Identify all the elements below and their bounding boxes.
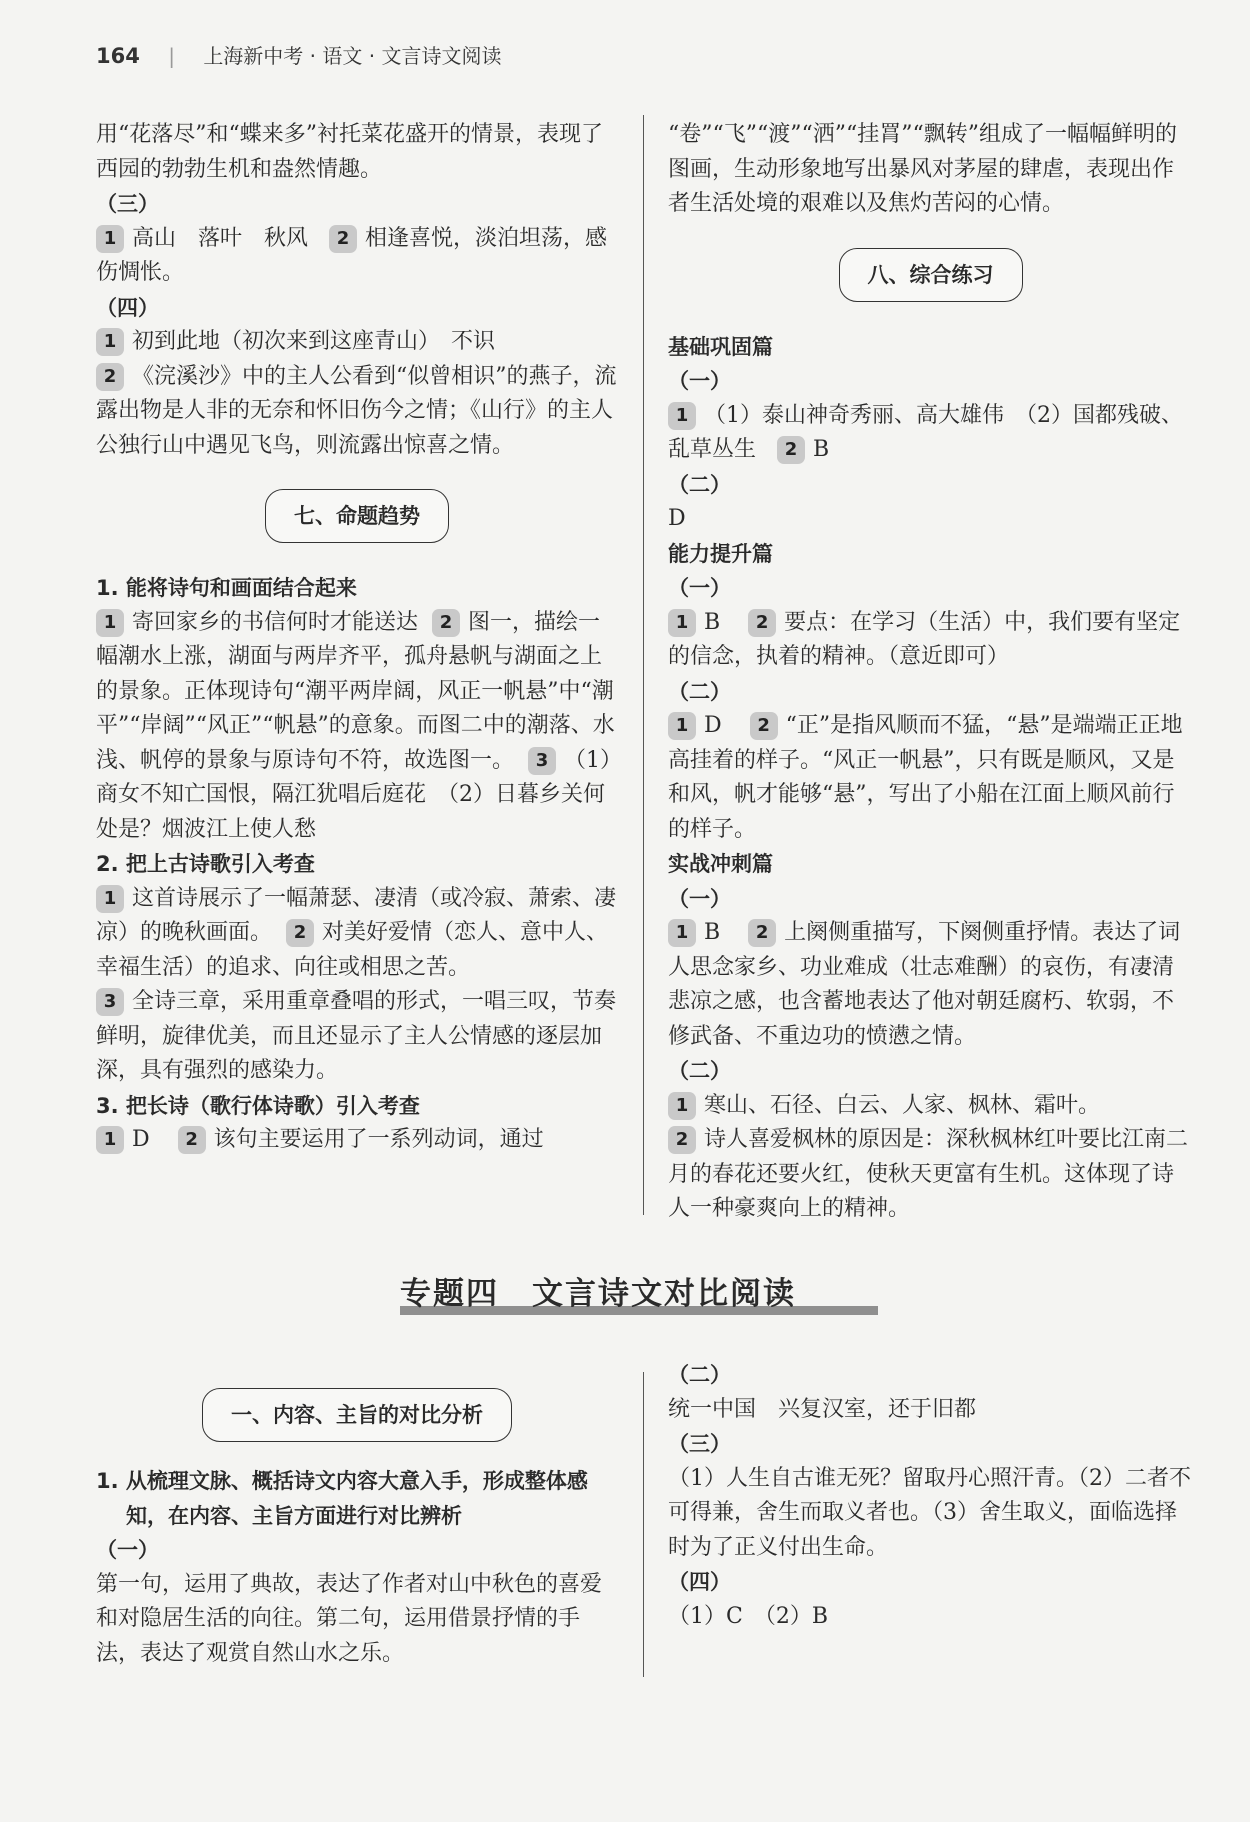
topic4-h1: 1. 从梳理文脉、概括诗文内容大意入手，形成整体感知，在内容、主旨方面进行对比辨析 — [96, 1469, 588, 1528]
topic4-p4-label: （四） — [668, 1570, 731, 1594]
topic4-p4-text: （1）C （2）B — [668, 1603, 828, 1629]
intro-text: 用“花落尽”和“蝶来多”衬托菜花盛开的情景，表现了西园的勃勃生机和盎然情趣。 — [96, 122, 603, 182]
topic4-p2-label: （二） — [668, 1363, 731, 1387]
header-title: 上海新中考 · 语文 · 文言诗文阅读 — [203, 44, 502, 68]
part4-a2-text: 《浣溪沙》中的主人公看到“似曾相识”的燕子，流露出物是人非的无奈和怀旧伤今之情；《山行》的主人公独行山中遇见飞鸟，则流露出惊喜之情。 — [96, 363, 617, 458]
topic4-left-column — [96, 1380, 618, 1671]
answer-badge: 3 — [528, 747, 556, 775]
sprint-part1-answers — [668, 916, 1193, 1054]
s7-h1-a1: 寄回家乡的书信何时才能送达 — [132, 609, 419, 635]
answer-badge: 1 — [96, 609, 124, 637]
answer-badge: 2 — [668, 1126, 696, 1154]
header-separator: | — [168, 44, 175, 68]
sprint-heading: 实战冲刺篇 — [668, 852, 773, 876]
sprint-part2-a2 — [668, 1123, 1193, 1227]
left-column — [96, 118, 618, 1158]
s7-h3-a2: 该句主要运用了一系列动词，通过 — [213, 1127, 544, 1152]
section8-heading — [668, 248, 1193, 302]
s7-h3: 3. 把长诗（歌行体诗歌）引入考查 — [96, 1093, 420, 1118]
answer-badge: 2 — [748, 609, 776, 637]
part4-a1-text: 初到此地（初次来到这座青山） 不识 — [132, 329, 496, 354]
topic4-title: 专题四 文言诗文对比阅读 — [400, 1276, 796, 1312]
base-part2-label: （二） — [668, 472, 731, 497]
s7-h2-a2: 对美好爱情（恋人、意中人、幸福生活）的追求、向往或相思之苦。 — [96, 920, 609, 980]
answer-badge: 1 — [668, 1092, 696, 1120]
answer-badge: 2 — [777, 436, 805, 464]
base-part1-answers — [668, 399, 1193, 468]
answer-badge: 3 — [96, 988, 124, 1016]
answer-badge: 2 — [748, 919, 776, 947]
answer-badge: 2 — [750, 712, 778, 740]
ability-part2-label: （二） — [668, 679, 731, 704]
topic4-p1-text: 第一句，运用了典故，表达了作者对山中秋色的喜爱和对隐居生活的向往。第二句，运用借景抒情的手法，表达了观赏自然山水之乐。 — [96, 1571, 603, 1666]
answer-badge: 2 — [432, 609, 460, 637]
base-part1-label: （一） — [668, 369, 731, 393]
page-number: 164 — [96, 44, 140, 68]
s7-h3-answers — [96, 1123, 618, 1158]
ability-heading: 能力提升篇 — [668, 541, 773, 566]
ability-part1-answers — [668, 606, 1193, 675]
part4-a2 — [96, 360, 618, 464]
s7-h2-a3-text: 全诗三章，采用重章叠唱的形式，一唱三叹，节奏鲜明，旋律优美，而且还显示了主人公情感的逐层加深，具有强烈的感染力。 — [96, 989, 617, 1083]
sprint-d2-a2-text: 诗人喜爱枫林的原因是：深秋枫林红叶要比江南二月的春花还要火红，使秋天更富有生机。这体现了诗人一种豪爽向上的精神。 — [668, 1127, 1189, 1221]
answer-badge: 1 — [96, 328, 124, 356]
topic4-section-heading — [96, 1388, 618, 1442]
page-header — [96, 40, 501, 69]
section7-heading — [96, 489, 618, 543]
answer-badge: 1 — [668, 402, 696, 430]
ability-part2-answers — [668, 709, 1193, 847]
answer-badge: 2 — [96, 363, 124, 391]
s7-h2-answers — [96, 882, 618, 986]
answer-badge: 1 — [668, 609, 696, 637]
sprint-part1-label: （一） — [668, 886, 731, 911]
sprint-part2-label: （二） — [668, 1059, 731, 1083]
part3-a2: 相逢喜悦，淡泊坦荡，感伤惆怅。 — [96, 225, 608, 285]
answer-badge: 1 — [96, 885, 124, 913]
part4-label: （四） — [96, 295, 159, 320]
s7-h1-a2: 图一，描绘一幅潮水上涨，湖面与两岸齐平，孤舟悬帆与湖面之上的景象。正体现诗句“潮平两岸阔，风正一帆悬”中“潮平”“岸阔”“风正”“帆悬”的意象。而图二中的潮落、水浅、帆停的景象与原诗句不符，故选图一。 — [96, 609, 615, 773]
ability-c2-a1: D — [704, 713, 722, 738]
sprint-d1-a1: B — [704, 920, 721, 945]
sprint-d1-a2: 上阕侧重描写，下阕侧重抒情。表达了词人思念家乡、功业难成（壮志难酬）的哀伤，有凄清悲凉之感，也含蓄地表达了他对朝廷腐朽、软弱，不修武备、不重边功的愤懑之情。 — [668, 920, 1181, 1049]
right-column — [668, 118, 1193, 1227]
answer-badge: 1 — [96, 225, 124, 253]
column-divider-lower — [643, 1372, 644, 1677]
topic4-p2-text: 统一中国 兴复汉室，还于旧都 — [668, 1396, 977, 1422]
sprint-part2-a1 — [668, 1089, 1193, 1124]
answer-badge: 1 — [668, 712, 696, 740]
base-part2-answer: D — [668, 506, 686, 531]
s7-h1: 1. 能将诗句和画面结合起来 — [96, 576, 357, 600]
base-b1-a1: （1）泰山神奇秀丽、高大雄伟 （2）国都残破、乱草丛生 — [668, 402, 1183, 462]
s7-h1-answers — [96, 606, 618, 848]
section7-title: 七、命题趋势 — [265, 489, 449, 543]
part3-answers — [96, 222, 618, 291]
s7-h2-a3 — [96, 985, 618, 1089]
answer-badge: 1 — [96, 1126, 124, 1154]
answer-badge: 2 — [329, 225, 357, 253]
sprint-d2-a1-text: 寒山、石径、白云、人家、枫林、霜叶。 — [704, 1092, 1101, 1118]
topic4-right-column — [668, 1358, 1193, 1634]
ability-c2-a2: “正”是指风顺而不猛，“悬”是端端正正地高挂着的样子。“风正一帆悬”，只有既是顺风，又是和风，帆才能够“悬”，写出了小船在江面上顺风前行的样子。 — [668, 713, 1183, 842]
ability-part1-label: （一） — [668, 576, 731, 600]
part4-a1 — [96, 325, 618, 360]
right-cont-text: “卷”“飞”“渡”“洒”“挂罥”“飘转”组成了一幅幅鲜明的图画，生动形象地写出暴风对茅屋的肆虐，表现出作者生活处境的艰难以及焦灼苦闷的心情。 — [668, 122, 1177, 216]
section8-title: 八、综合练习 — [839, 248, 1023, 302]
topic4-p3-text: （1）人生自古谁无死？留取丹心照汗青。（2）二者不可得兼，舍生而取义者也。（3）舍生取义，面临选择时为了正义付出生命。 — [668, 1465, 1191, 1560]
column-divider — [643, 115, 644, 1215]
part3-a1: 高山 落叶 秋风 — [132, 225, 309, 251]
s7-h2: 2. 把上古诗歌引入考查 — [96, 852, 315, 876]
topic4-section-title: 一、内容、主旨的对比分析 — [202, 1388, 512, 1442]
s7-h1-a3: （1）商女不知亡国恨，隔江犹唱后庭花 （2）日暮乡关何处是？烟波江上使人愁 — [96, 747, 612, 842]
ability-c1-a1: B — [704, 609, 721, 635]
answer-badge: 1 — [668, 919, 696, 947]
base-b1-a2: B — [813, 437, 830, 462]
part3-label: （三） — [96, 192, 159, 216]
answer-badge: 2 — [286, 919, 314, 947]
topic4-p1-label: （一） — [96, 1538, 159, 1562]
s7-h2-a1: 这首诗展示了一幅萧瑟、凄清（或冷寂、萧索、凄凉）的晚秋画面。 — [96, 885, 617, 945]
base-heading: 基础巩固篇 — [668, 334, 773, 359]
s7-h3-a1: D — [132, 1127, 150, 1152]
ability-c1-a2: 要点：在学习（生活）中，我们要有坚定的信念，执着的精神。（意近即可） — [668, 609, 1181, 669]
topic4-p3-label: （三） — [668, 1432, 731, 1456]
answer-badge: 2 — [178, 1126, 206, 1154]
